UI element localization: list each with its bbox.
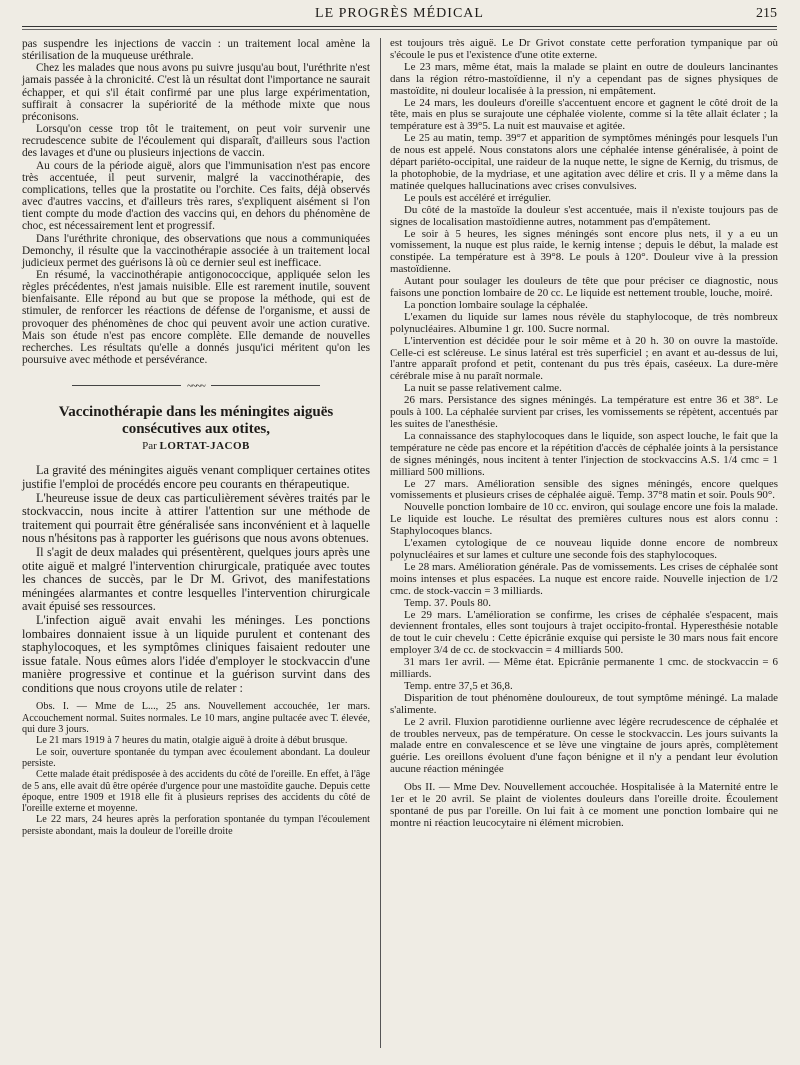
paragraph: L'infection aiguë avait envahi les méninges. Les ponctions lombaires donnaient issue à un liquide purulent et contenant des staphylocoques, et les symptômes cliniques faisaient redouter une issue fatale. Nous eûmes alors l'idée d'employer le stockvaccin d'une manière progressive et continue et la guérison survint dans des conditions que nous croyons utile de relater :	[22, 612, 370, 695]
paragraph: Autant pour soulager les douleurs de tête que pour préciser ce diagnostic, nous faisons une ponction lombaire de 20 cc. Le liquide est nettement trouble, louche, moiré.	[390, 275, 778, 300]
left-column	[22, 38, 370, 837]
paragraph: Obs II. — Mme Dev. Nouvellement accouchée. Hospitalisée à la Maternité entre le 1er et le 20 avril. Se plaint de violentes douleurs dans l'oreille droite. Écoulement spontané de pus par l'oreille. On lui fait à ce moment une ponction lombaire qui ne montre ni réaction leucocytaire ni élément microbien.	[390, 781, 778, 829]
paragraph: 26 mars. Persistance des signes méningés. La température est entre 36 et 38°. Le pouls à 100. La céphalée survient par crises, les vomissements se répètent, accentués par les suites de l'anesthésie.	[390, 394, 778, 430]
paragraph: L'examen cytologique de ce nouveau liquide donne encore de nombreux polynucléaires et sur lames et culture une seconde fois des staphylocoques.	[390, 537, 778, 561]
paragraph: La nuit se passe relativement calme.	[404, 382, 562, 395]
paragraph: La gravité des méningites aiguës venant compliquer certaines otites justifie l'emploi de procédés encore peu courants en thérapeutique.	[22, 463, 370, 491]
paragraph: Le soir, ouverture spontanée du tympan avec écoulement abondant. La douleur persiste.	[22, 746, 370, 769]
paragraph: Le 27 mars. Amélioration sensible des signes méningés, encore quelques vomissements et plusieurs crises de céphalée aiguë. Temp. 37°8 matin et soir. Pouls 90°.	[390, 477, 778, 502]
paragraph: Lorsqu'on cesse trop tôt le traitement, on peut voir survenir une recrudescence subite de l'écoulement qui disparaît, d'ailleurs sous l'action des lavages et d'une ou plusieurs injections de vaccin.	[22, 123, 370, 160]
paragraph: L'heureuse issue de deux cas particulièrement sévères traités par le stockvaccin, nous incite à attirer l'attention sur une méthode de traitement qui pourrait être généralisée sans inconvénient et à laquelle nous n'hésitons pas à rapporter les guérisons que nous avons obtenues.	[22, 490, 370, 546]
running-header	[22, 6, 777, 24]
paragraph: Du côté de la mastoïde la douleur s'est accentuée, mais il n'existe toujours pas de signes de localisation mastoïdienne autres, notamment pas d'empâtement.	[390, 203, 778, 228]
paragraph: Le 21 mars 1919 à 7 heures du matin, otalgie aiguë à droite à début brusque.	[36, 735, 348, 747]
article-author	[22, 440, 370, 452]
paragraph: Le 2 avril. Fluxion parotidienne ourlienne avec légère recrudescence de céphalée et de troubles nerveux, pas de température. On cesse le stockvaccin. Les jours suivants la malade entre en convalescence et se lève une vingtaine de jours après, complètement guérie. Les oreillons évoluent d'une façon bénigne et il n'y a pendant leur évolution aucune réaction méningée	[390, 715, 778, 776]
paragraph: Le 28 mars. Amélioration générale. Pas de vomissements. Les crises de céphalée sont moins intenses et plus espacées. La nuque est encore raide. Nouvelle injection de 1/2 cmc. de stock-vaccin = 3 milliards.	[390, 560, 778, 597]
paragraph: Disparition de tout phénomène douloureux, de tout symptôme méningé. La malade s'alimente.	[390, 691, 778, 716]
paragraph: Obs. I. — Mme de L..., 25 ans. Nouvellement accouchée, 1er mars. Accouchement normal. Suites normales. Le 10 mars, angine pultacée avec T. élevée, qui dure 3 jours.	[22, 701, 370, 736]
paragraph: Temp. entre 37,5 et 36,8.	[404, 679, 513, 692]
paragraph: Nouvelle ponction lombaire de 10 cc. environ, qui soulage encore une fois la malade. Le liquide est louche. Le résultat des premières cultures nous est alors connu : Staphylocoques blancs.	[390, 501, 778, 538]
article-body	[22, 464, 370, 695]
column-divider	[380, 38, 381, 1048]
paragraph: est toujours très aiguë. Le Dr Grivot constate cette perforation tympanique par où s'écoule le pus et l'existence d'une otite externe.	[390, 37, 778, 61]
paragraph: L'examen du liquide sur lames nous révèle du staphylocoque, de très nombreux polynucléaires. Albumine 1 gr. 100. Sucre normal.	[390, 310, 778, 335]
paragraph: Chez les malades que nous avons pu suivre jusqu'au bout, l'uréthrite n'est jamais passée à la chronicité. C'est là un résultat dont l'importance ne saurait échapper, et qui s'il était confirmé par une plus large expérimentation, suffirait à consacrer la supériorité de la méthode mixte que nous préconisons.	[22, 62, 370, 123]
paragraph: Le pouls est accéléré et irrégulier.	[404, 191, 551, 204]
section-ornament: ~~~~	[22, 380, 370, 390]
paragraph: pas suspendre les injections de vaccin : un traitement local amène la stérilisation de la muqueuse uréthrale.	[22, 38, 370, 63]
right-column	[390, 38, 778, 830]
paragraph: L'intervention est décidée pour le soir même et à 20 h. 30 on ouvre la mastoïde. Celle-ci est scléreuse. Le sinus latéral est très superficiel ; en avant et au-dessus de lui, l'antre apparaît profond et petit, contenant du pus très épais, caséeux. La dure-mère cérébrale mise à nu paraît normale.	[390, 334, 778, 383]
paragraph: En résumé, la vaccinothérapie antigonococcique, appliquée selon les règles précédentes, n'est jamais nuisible. Elle est rarement inutile, souvent bienfaisante. Elle répond au but que se propose la méthode, qui est de stimuler, de renforcer les réactions de défense de l'organisme, et aussi de provoquer des phénomènes de choc qui peuvent avoir une action curative. Mais son étude n'est pas encore complète. Elle demande de nouvelles recherches. Les résultats qu'elle a donnés jusqu'ici méritent qu'on les poursuive avec méthode et persévérance.	[22, 268, 370, 367]
header-rule	[22, 26, 777, 27]
header-rule-thin	[22, 29, 777, 30]
author-prefix: Par	[142, 440, 157, 453]
page-number: 215	[756, 6, 777, 21]
paragraph: La ponction lombaire soulage la céphalée.	[404, 298, 588, 311]
paragraph: La connaissance des staphylocoques dans le liquide, son aspect louche, le fait que la température ne cède pas encore et la répétition d'accès de céphalée joints à la persistance de signes méningés, nous incitent à tenter l'injection de stockvaccins A.S. 1/4 cmc = 1 milliard 500 millions.	[390, 429, 778, 478]
paragraph: Le 25 au matin, temp. 39°7 et apparition de symptômes méningés pour lesquels l'un de nous est appelé. Nous constatons alors une céphalée intense généralisée, à point de départ pariéto-occipital, une raideur de la nuque nette, le signe de Kernig, du trismus, de la photophobie, de la mydriase, et une agitation avec délire et cris. Il y a même dans la matinée quelques hallucinations avec crises convulsives.	[390, 132, 778, 192]
paragraph: Le 23 mars, même état, mais la malade se plaint en outre de douleurs lancinantes dans la région rétro-mastoïdienne, il n'y a cependant pas de signes physiques de mastoïdite, ni douleur localisée à la pression, ni empâtement.	[390, 60, 778, 97]
paragraph: Dans l'uréthrite chronique, des observations que nous a communiquées Demonchy, il résulte que la vaccinothérapie associée à un traitement local judicieux permet des guérisons là où ce dernier seul est inefficace.	[22, 232, 370, 269]
article-title: Vaccinothérapie dans les méningites aiguës consécutives aux otites,	[58, 404, 334, 438]
journal-title: LE PROGRÈS MÉDICAL	[315, 6, 484, 21]
paragraph: Le 24 mars, les douleurs d'oreille s'accentuent encore et gagnent le côté droit de la tête, mais en plus se surajoute une céphalée violente, comme si la tête allait éclater ; la température est à 39°5. La nuit est mauvaise et agitée.	[390, 96, 778, 133]
paragraph: Temp. 37. Pouls 80.	[404, 596, 491, 609]
paragraph: Le soir à 5 heures, les signes méningés sont encore plus nets, il y a eu un vomissement, la nuque est plus raide, le kernig intense ; depuis le début, la malade est constipée. La température est à 39°8. Le pouls à 120°. Douleur vive à la pression mastoïdienne.	[390, 227, 778, 276]
paragraph: Cette malade était prédisposée à des accidents du côté de l'oreille. En effet, à l'âge de 5 ans, elle avait dû être opérée d'urgence pour une mastoïdite gauche. Depuis cette époque, entre 1909 et 1918 elle fit à plusieurs reprises des accidents du côté de l'oreille externe et moyenne.	[22, 769, 370, 815]
observation-block	[22, 701, 370, 837]
paragraph: 31 mars 1er avril. — Même état. Epicrânie permanente 1 cmc. de stockvaccin = 6 milliards.	[390, 656, 778, 681]
paragraph: Le 29 mars. L'amélioration se confirme, les crises de céphalée s'espacent, mais deviennent frontales, elles sont toujours à trajet occipito-frontal. Hyperesthésie notable de tout le cuir chevelu : Cette épicrânie exquise qui persiste le 30 mars nous fait encore employer 3/4 de cc. de stockvaccin = 4 milliards 500.	[390, 608, 778, 657]
paragraph: Le 22 mars, 24 heures après la perforation spontanée du tympan l'écoulement persiste abondant, mais la douleur de l'oreille droite	[22, 814, 370, 837]
author-name: LORTAT-JACOB	[159, 440, 250, 453]
paragraph: Il s'agit de deux malades qui présentèrent, quelques jours après une otite aiguë et malgré l'intervention chirurgicale, pratiquée avec toutes les chances de succès, par le Dr M. Grivot, des manifestations méningées alarmantes et contre lesquelles l'intervention chirurgicale avait épuisé ses ressources.	[22, 544, 370, 614]
paragraph: Au cours de la période aiguë, alors que l'immunisation n'est pas encore très accentuée, il peut survenir, malgré la vaccinothérapie, des complications, telles que la prostatite ou l'orchite. Ces faits, déjà observés avec d'autres vaccins, et d'ailleurs très rares, s'expliquent aisément si l'on tient compte du mode d'action des vaccins qui, en dehors du phénomène de choc, est nécessairement lent et progressif.	[22, 159, 370, 233]
